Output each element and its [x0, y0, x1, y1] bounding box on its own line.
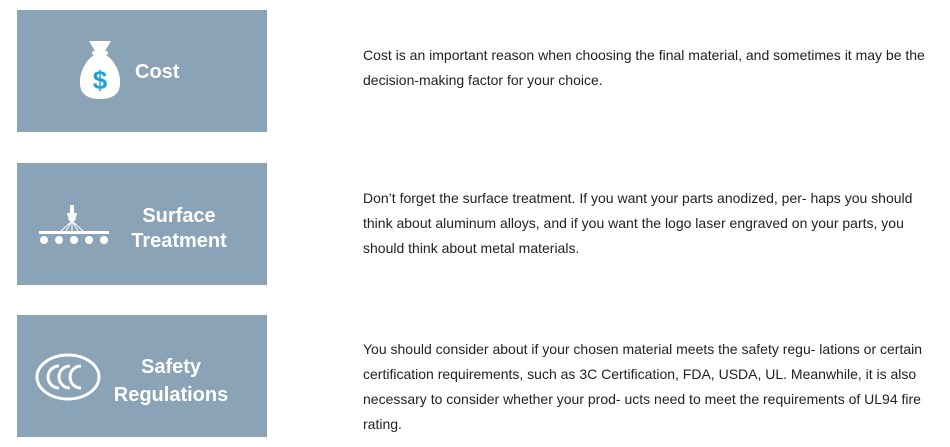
cost-title: [135, 60, 179, 85]
safety-regulations-card: [17, 315, 267, 437]
cost-card: [17, 10, 267, 132]
surface-treatment-icon: [39, 203, 111, 245]
surface-treatment-description: Don’t forget the surface treatment. If you want your parts anodized, per- haps you should think about aluminum alloys, and if you want the logo laser engraved on your parts, you should think about metal materials.: [363, 190, 913, 256]
svg-text:$: $: [92, 65, 108, 95]
surface-treatment-title: [125, 204, 233, 254]
cost-description: Cost is an important reason when choosing the final material, and sometimes it may be the decision-making factor for your choice.: [363, 47, 925, 88]
safety-title-line-2: Regulations: [113, 384, 229, 406]
surface-treatment-card: [17, 163, 267, 285]
surface-title-line-2: Treatment: [131, 230, 227, 252]
cost-title-text: Cost: [135, 61, 180, 83]
safety-title-line-1: Safety: [140, 356, 202, 378]
money-bag-icon: [77, 37, 123, 101]
safety-regulations-description: You should consider about if your chosen material meets the safety regu- lations or certain certification requirements, such as 3C Certification, FDA, USDA, UL. Meanwhile, it is also necessary to consider whether your prod- ucts need to meet the requirements of UL94 fire rating.: [363, 341, 923, 432]
surface-title-line-1: Surface: [142, 205, 216, 227]
ccc-certification-icon: [35, 352, 101, 402]
safety-regulations-title: [109, 353, 233, 409]
